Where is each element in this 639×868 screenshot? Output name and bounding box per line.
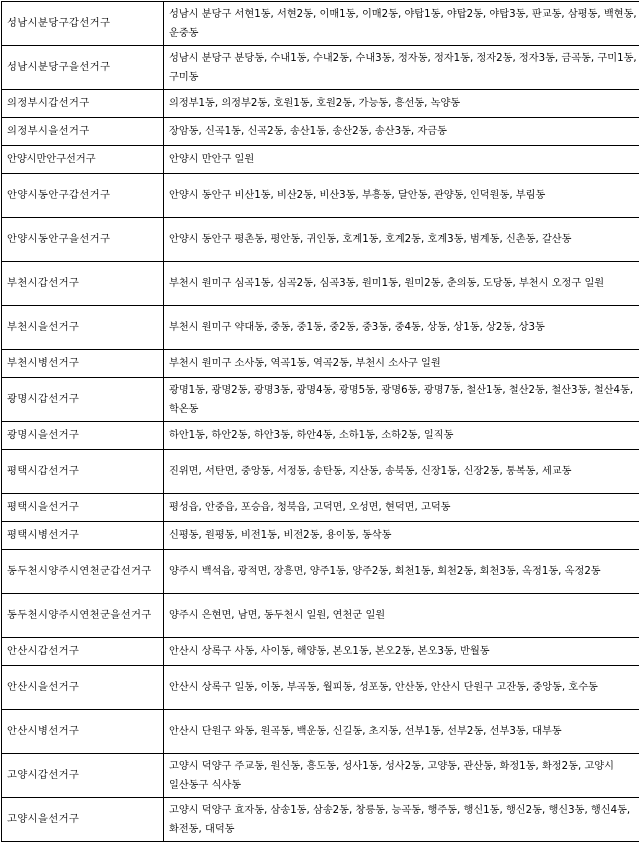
district-area: 양주시 백석읍, 광적면, 장흥면, 양주1동, 양주2동, 회천1동, 회천2동, 회천3동, 옥정1동, 옥정2동	[164, 550, 639, 594]
table-row	[2, 174, 639, 218]
district-name: 안산시갑선거구	[2, 638, 164, 666]
table-row	[2, 262, 639, 306]
district-area: 고양시 덕양구 주교동, 원신동, 흥도동, 성사1동, 성사2동, 고양동, 관산동, 화정1동, 화정2동, 고양시 일산동구 식사동	[164, 754, 639, 798]
district-name: 평택시갑선거구	[2, 450, 164, 494]
table-row	[2, 522, 639, 550]
table-row	[2, 798, 639, 842]
district-name: 동두천시양주시연천군갑선거구	[2, 550, 164, 594]
district-name: 안양시만안구선거구	[2, 146, 164, 174]
district-area: 안산시 단원구 와동, 원곡동, 백운동, 신길동, 초지동, 선부1동, 선부2동, 선부3동, 대부동	[164, 710, 639, 754]
table-row	[2, 494, 639, 522]
district-area: 안산시 상록구 일동, 이동, 부곡동, 월피동, 성포동, 안산동, 안산시 단원구 고잔동, 중앙동, 호수동	[164, 666, 639, 710]
table-row	[2, 710, 639, 754]
district-area: 양주시 은현면, 남면, 동두천시 일원, 연천군 일원	[164, 594, 639, 638]
district-name: 의정부시갑선거구	[2, 90, 164, 118]
district-area: 부천시 원미구 심곡1동, 심곡2동, 심곡3동, 원미1동, 원미2동, 춘의동, 도당동, 부천시 오정구 일원	[164, 262, 639, 306]
table-row	[2, 350, 639, 378]
district-area: 안양시 동안구 평촌동, 평안동, 귀인동, 호계1동, 호계2동, 호계3동, 범계동, 신촌동, 갈산동	[164, 218, 639, 262]
district-table	[1, 1, 639, 842]
table-row	[2, 450, 639, 494]
district-name: 성남시분당구갑선거구	[2, 2, 164, 46]
table-row	[2, 118, 639, 146]
district-area: 장암동, 신곡1동, 신곡2동, 송산1동, 송산2동, 송산3동, 자금동	[164, 118, 639, 146]
table-row	[2, 46, 639, 90]
district-name: 안산시을선거구	[2, 666, 164, 710]
table-row	[2, 146, 639, 174]
district-name: 부천시갑선거구	[2, 262, 164, 306]
district-area: 부천시 원미구 약대동, 중동, 중1동, 중2동, 중3동, 중4동, 상동, 상1동, 상2동, 상3동	[164, 306, 639, 350]
district-area: 안산시 상록구 사동, 사이동, 해양동, 본오1동, 본오2동, 본오3동, 반월동	[164, 638, 639, 666]
table-row	[2, 2, 639, 46]
table-row	[2, 638, 639, 666]
district-area: 성남시 분당구 분당동, 수내1동, 수내2동, 수내3동, 정자동, 정자1동, 정자2동, 정자3동, 금곡동, 구미1동, 구미동	[164, 46, 639, 90]
table-row	[2, 422, 639, 450]
table-row	[2, 306, 639, 350]
district-area: 하안1동, 하안2동, 하안3동, 하안4동, 소하1동, 소하2동, 일직동	[164, 422, 639, 450]
district-area: 평성읍, 안중읍, 포승읍, 청북읍, 고덕면, 오성면, 현덕면, 고덕동	[164, 494, 639, 522]
district-area: 진위면, 서탄면, 중앙동, 서정동, 송탄동, 지산동, 송북동, 신장1동, 신장2동, 통복동, 세교동	[164, 450, 639, 494]
table-row	[2, 90, 639, 118]
district-area: 부천시 원미구 소사동, 역곡1동, 역곡2동, 부천시 소사구 일원	[164, 350, 639, 378]
district-name: 평택시을선거구	[2, 494, 164, 522]
district-area: 광명1동, 광명2동, 광명3동, 광명4동, 광명5동, 광명6동, 광명7동, 철산1동, 철산2동, 철산3동, 철산4동, 학온동	[164, 378, 639, 422]
district-name: 성남시분당구을선거구	[2, 46, 164, 90]
district-area: 성남시 분당구 서현1동, 서현2동, 이매1동, 이매2동, 야탑1동, 야탑2동, 야탑3동, 판교동, 삼평동, 백현동, 운중동	[164, 2, 639, 46]
table-row	[2, 754, 639, 798]
table-row	[2, 666, 639, 710]
district-name: 평택시병선거구	[2, 522, 164, 550]
district-area: 안양시 동안구 비산1동, 비산2동, 비산3동, 부흥동, 달안동, 관양동, 인덕원동, 부림동	[164, 174, 639, 218]
district-name: 부천시병선거구	[2, 350, 164, 378]
district-name: 고양시을선거구	[2, 798, 164, 842]
district-area: 의정부1동, 의정부2동, 호원1동, 호원2동, 가능동, 흥선동, 녹양동	[164, 90, 639, 118]
district-name: 안산시병선거구	[2, 710, 164, 754]
district-area: 안양시 만안구 일원	[164, 146, 639, 174]
district-name: 안양시동안구을선거구	[2, 218, 164, 262]
district-name: 고양시갑선거구	[2, 754, 164, 798]
table-row	[2, 218, 639, 262]
table-row	[2, 594, 639, 638]
district-name: 광명시갑선거구	[2, 378, 164, 422]
district-area: 고양시 덕양구 효자동, 삼송1동, 삼송2동, 창릉동, 능곡동, 행주동, 행신1동, 행신2동, 행신3동, 행신4동, 화전동, 대덕동	[164, 798, 639, 842]
district-name: 광명시을선거구	[2, 422, 164, 450]
table-row	[2, 378, 639, 422]
district-name: 의정부시을선거구	[2, 118, 164, 146]
district-name: 동두천시양주시연천군을선거구	[2, 594, 164, 638]
table-row	[2, 550, 639, 594]
district-area: 신평동, 원평동, 비전1동, 비전2동, 용이동, 동삭동	[164, 522, 639, 550]
district-name: 부천시을선거구	[2, 306, 164, 350]
district-name: 안양시동안구갑선거구	[2, 174, 164, 218]
